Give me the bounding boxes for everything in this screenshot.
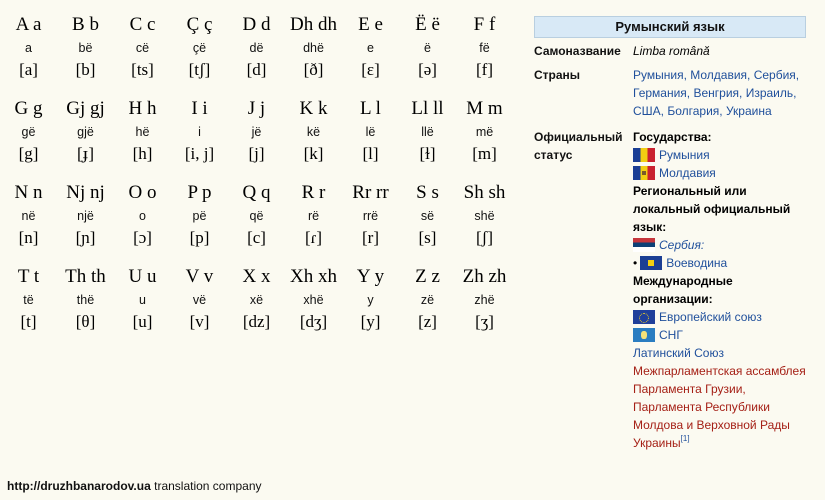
letter-letter: J j (247, 98, 266, 119)
vojvodina-link[interactable]: Воеводина (666, 256, 728, 270)
letter-letter: H h (128, 98, 157, 119)
letter-letter: Dh dh (290, 14, 337, 35)
language-infobox (534, 16, 806, 452)
state-romania-link[interactable]: Румыния (659, 148, 710, 162)
letter-letter: O o (128, 182, 157, 203)
letter-name: vë (192, 293, 207, 307)
letter-name: y (367, 293, 374, 307)
letter-cell (456, 264, 513, 348)
letter-ipa: [ɫ] (419, 144, 436, 163)
letter-ipa: [n] (18, 228, 39, 247)
letter-letter: V v (185, 266, 214, 287)
letter-name: gë (21, 125, 36, 139)
letter-cell (171, 180, 228, 264)
official-status-label: Официальный статус (534, 130, 623, 162)
states-heading: Государства: (633, 130, 712, 144)
letter-letter: D d (242, 14, 271, 35)
letter-ipa: [ð] (303, 60, 324, 79)
self-name-label: Самоназвание (534, 44, 621, 58)
letter-name: e (367, 41, 374, 55)
bullet: • (633, 256, 638, 270)
countries-value[interactable]: Румыния, Молдавия, Сербия, Германия, Венгрия, Израиль, США, Болгария, Украина (633, 68, 800, 118)
letter-letter: I i (191, 98, 208, 119)
letter-name: pë (192, 209, 207, 223)
letter-cell (171, 264, 228, 348)
letter-ipa: [dz] (242, 312, 271, 331)
letter-cell (399, 180, 456, 264)
letter-letter: P p (187, 182, 212, 203)
letter-ipa: [ʃ] (476, 228, 493, 247)
footer-url[interactable]: http://druzhbanarodov.ua (7, 479, 151, 493)
footnote-link[interactable]: [1] (680, 434, 690, 443)
serbia-link[interactable]: Сербия: (659, 238, 705, 252)
letter-letter: U u (128, 266, 157, 287)
letter-name: o (139, 209, 146, 223)
letter-ipa: [ə] (418, 60, 437, 79)
letter-letter: Nj nj (66, 182, 105, 203)
letter-name: që (249, 209, 264, 223)
letter-name: jë (251, 125, 262, 139)
letter-letter: F f (473, 14, 496, 35)
letter-ipa: [ɔ] (133, 228, 152, 247)
letter-name: rë (307, 209, 320, 223)
letter-cell (456, 12, 513, 96)
letter-letter: Zh zh (462, 266, 507, 287)
letter-name: gjë (77, 125, 94, 139)
state-moldova-link[interactable]: Молдавия (659, 166, 716, 180)
letter-name: shë (474, 209, 495, 223)
letter-letter: Ll ll (411, 98, 444, 119)
letter-letter: Rr rr (352, 182, 389, 203)
serbia-flag-icon (633, 238, 655, 252)
letter-cell (57, 180, 114, 264)
letter-ipa: [t] (20, 312, 37, 331)
letter-letter: N n (14, 182, 43, 203)
letter-letter: T t (17, 266, 40, 287)
letter-letter: B b (72, 14, 99, 35)
footer-suffix: translation company (154, 479, 262, 493)
letter-cell (342, 180, 399, 264)
assembly-link[interactable]: Межпарламентская ассамблея Парламента Грузии, Парламента Республики Молдова и Верховной Рады Украины (633, 364, 806, 450)
letter-ipa: [θ] (75, 312, 96, 331)
letter-ipa: [f] (476, 60, 493, 79)
letter-letter: Sh sh (463, 182, 506, 203)
letter-name: rrë (362, 209, 379, 223)
letter-cell (171, 12, 228, 96)
letter-letter: Ç ç (186, 14, 213, 35)
letter-ipa: [c] (247, 228, 266, 247)
letter-ipa: [l] (362, 144, 379, 163)
letter-letter: X x (242, 266, 271, 287)
moldova-flag-icon (633, 166, 655, 180)
letter-cell (57, 12, 114, 96)
letter-name: thë (76, 293, 95, 307)
letter-letter: C c (129, 14, 156, 35)
letter-cell (285, 180, 342, 264)
letter-ipa: [v] (189, 312, 210, 331)
letter-name: një (77, 209, 94, 223)
letter-ipa: [m] (472, 144, 497, 163)
letter-ipa: [i, j] (184, 144, 215, 163)
letter-letter: Q q (242, 182, 271, 203)
self-name-value: Limba română (633, 44, 710, 58)
letter-ipa: [k] (303, 144, 324, 163)
letter-ipa: [tʃ] (188, 60, 211, 79)
letter-letter: G g (14, 98, 43, 119)
letter-name: zë (420, 293, 435, 307)
letter-ipa: [ɲ] (75, 228, 96, 247)
alphabet-row (0, 264, 520, 348)
letter-cell (399, 12, 456, 96)
letter-cell (171, 96, 228, 180)
letter-letter: Xh xh (290, 266, 337, 287)
letter-name: hë (135, 125, 150, 139)
letter-cell (285, 264, 342, 348)
letter-cell (228, 180, 285, 264)
letter-name: llë (421, 125, 434, 139)
letter-ipa: [h] (132, 144, 153, 163)
cis-link[interactable]: СНГ (659, 328, 683, 342)
letter-name: dhë (303, 41, 324, 55)
letter-name: të (23, 293, 34, 307)
letter-cell (114, 96, 171, 180)
letter-cell (114, 264, 171, 348)
intl-heading: Международные организации: (633, 274, 733, 306)
alphabet-table (0, 12, 520, 348)
latin-union-link[interactable]: Латинский Союз (633, 346, 724, 360)
letter-name: i (198, 125, 201, 139)
letter-cell (57, 96, 114, 180)
letter-name: a (25, 41, 32, 55)
letter-cell (228, 96, 285, 180)
letter-name: në (21, 209, 36, 223)
letter-cell (0, 180, 57, 264)
letter-name: fë (479, 41, 490, 55)
letter-name: zhë (474, 293, 495, 307)
eu-flag-icon (633, 310, 655, 324)
letter-cell (0, 96, 57, 180)
cis-flag-icon (633, 328, 655, 342)
letter-name: dë (249, 41, 264, 55)
letter-cell (228, 12, 285, 96)
letter-ipa: [y] (360, 312, 381, 331)
letter-cell (228, 264, 285, 348)
letter-ipa: [dʒ] (299, 312, 328, 331)
letter-name: cë (135, 41, 150, 55)
letter-cell (399, 96, 456, 180)
letter-ipa: [g] (18, 144, 39, 163)
letter-letter: Ë ë (415, 14, 440, 35)
letter-letter: K k (299, 98, 328, 119)
letter-name: xë (249, 293, 264, 307)
letter-ipa: [ʒ] (475, 312, 494, 331)
letter-name: xhë (303, 293, 324, 307)
letter-letter: E e (358, 14, 383, 35)
letter-cell (342, 264, 399, 348)
letter-cell (285, 96, 342, 180)
letter-letter: A a (15, 14, 42, 35)
letter-ipa: [z] (418, 312, 437, 331)
letter-name: më (475, 125, 494, 139)
letter-cell (57, 264, 114, 348)
letter-letter: Z z (415, 266, 440, 287)
letter-cell (456, 180, 513, 264)
letter-cell (342, 12, 399, 96)
letter-ipa: [a] (19, 60, 38, 79)
letter-ipa: [ɟ] (77, 144, 94, 163)
letter-name: u (139, 293, 146, 307)
letter-letter: Th th (65, 266, 106, 287)
countries-label: Страны (534, 68, 581, 82)
letter-ipa: [b] (75, 60, 96, 79)
letter-cell (114, 12, 171, 96)
letter-ipa: [p] (189, 228, 210, 247)
letter-letter: Gj gj (66, 98, 105, 119)
letter-ipa: [u] (132, 312, 153, 331)
letter-ipa: [ɛ] (361, 60, 380, 79)
letter-name: lë (365, 125, 376, 139)
alphabet-row (0, 96, 520, 180)
footer-credit (7, 479, 262, 493)
letter-ipa: [d] (246, 60, 267, 79)
letter-letter: R r (301, 182, 326, 203)
letter-name: ë (424, 41, 431, 55)
letter-cell (399, 264, 456, 348)
letter-name: çë (192, 41, 207, 55)
letter-ipa: [r] (362, 228, 379, 247)
letter-letter: L l (360, 98, 381, 119)
eu-link[interactable]: Европейский союз (659, 310, 762, 324)
countries-row (534, 66, 806, 120)
official-status-row (534, 128, 806, 452)
letter-name: së (420, 209, 435, 223)
letter-letter: M m (466, 98, 503, 119)
alphabet-row (0, 12, 520, 96)
regional-heading: Региональный или локальный официальный язык: (633, 184, 791, 234)
letter-cell (0, 264, 57, 348)
letter-letter: Y y (356, 266, 385, 287)
letter-cell (285, 12, 342, 96)
letter-ipa: [ɾ] (305, 228, 322, 247)
letter-cell (342, 96, 399, 180)
alphabet-row (0, 180, 520, 264)
letter-cell (114, 180, 171, 264)
self-name-row (534, 42, 806, 60)
letter-name: bë (78, 41, 93, 55)
letter-ipa: [j] (248, 144, 265, 163)
letter-letter: S s (416, 182, 439, 203)
letter-ipa: [s] (418, 228, 437, 247)
letter-name: kë (306, 125, 321, 139)
vojvodina-flag-icon (640, 256, 662, 270)
letter-cell (0, 12, 57, 96)
letter-cell (456, 96, 513, 180)
infobox-title: Румынский язык (534, 16, 806, 38)
romania-flag-icon (633, 148, 655, 162)
letter-ipa: [ts] (131, 60, 154, 79)
